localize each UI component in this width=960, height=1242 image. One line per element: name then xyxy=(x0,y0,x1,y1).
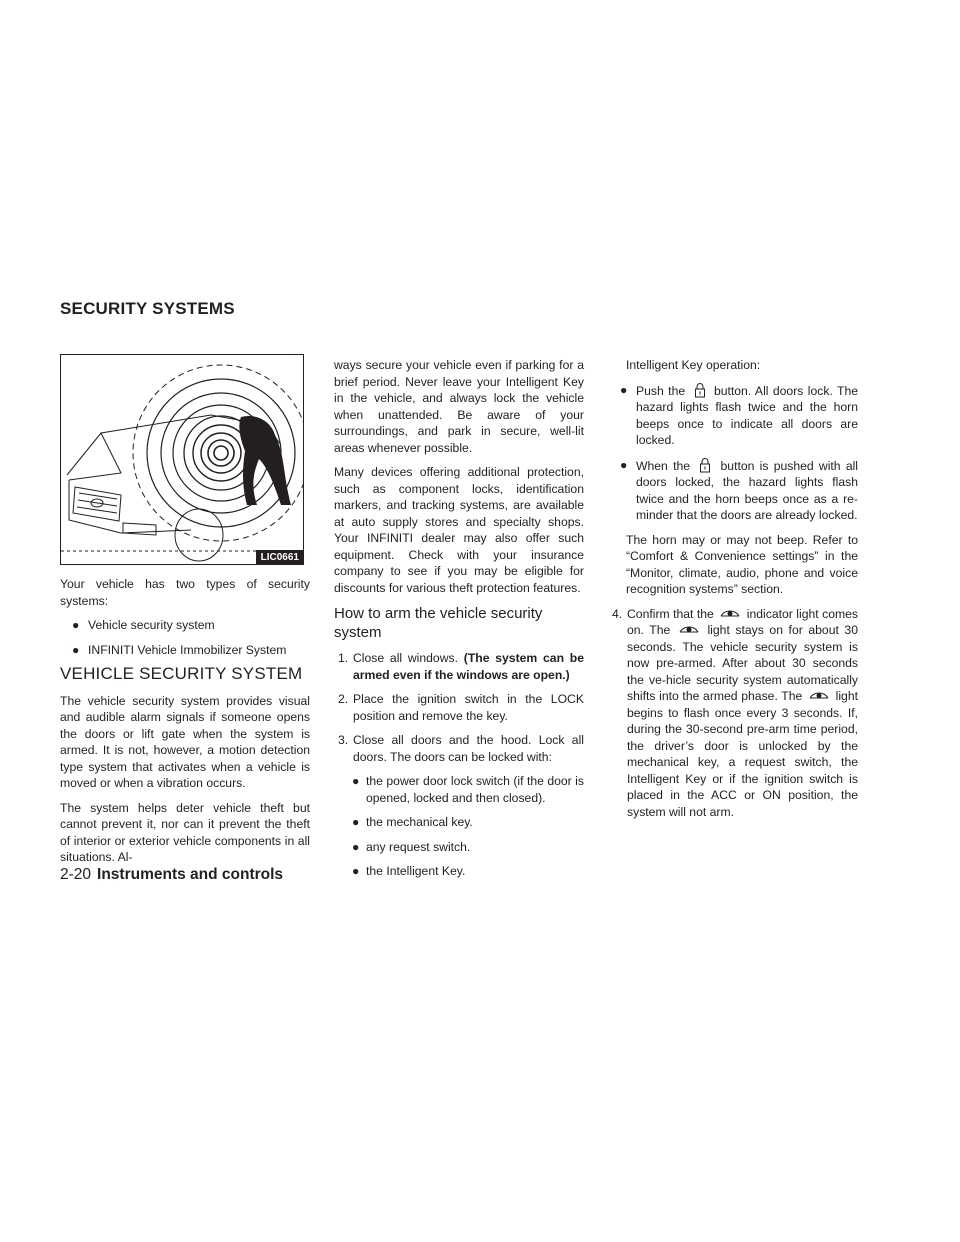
list-item: ● INFINITI Vehicle Immobilizer System xyxy=(72,642,287,657)
paragraph: The horn may or may not beep. Refer to “Comfort & Convenience settings” in the “Monitor, climate, audio, phone and voice recognition systems” section. xyxy=(626,532,858,596)
step-1: 1. Close all windows. (The system can be armed even if the windows are open.) xyxy=(338,651,584,682)
column-1 xyxy=(60,576,310,874)
section-heading: VEHICLE SECURITY SYSTEM xyxy=(60,664,303,683)
list-item: ● any request switch. xyxy=(352,839,471,854)
chapter-title: Instruments and controls xyxy=(97,866,284,883)
bullet-icon: ● xyxy=(352,839,360,854)
intro-text: Your vehicle has two types of security systems: xyxy=(60,577,310,608)
bullet-icon: ● xyxy=(620,457,628,472)
vehicle-security-figure xyxy=(60,354,304,565)
list-item: ● the mechanical key. xyxy=(352,815,473,829)
security-indicator-icon xyxy=(720,607,740,621)
list-item: ● Push the button. All doors lock. The hazard lights flash twice and the horn beeps once to indicate all doors are locked. xyxy=(620,382,859,447)
list-item: ● When the button is pushed with all doors locked, the hazard lights flash twice and the horn beeps once as a re-minder that the doors are already locked. xyxy=(620,457,859,522)
step-2: 2. Place the ignition switch in the LOCK position and remove the key. xyxy=(338,692,584,723)
vehicle-illustration xyxy=(61,355,303,564)
paragraph: ways secure your vehicle even if parking for a brief period. Never leave your Intelligent Key in the vehicle, and always lock the vehicle when unattended. Be aware of your surroundings, and park in secure, well-lit areas whenever possible. xyxy=(334,358,584,455)
page-number: 2-20 xyxy=(60,866,92,883)
paragraph: Intelligent Key operation: xyxy=(626,358,761,372)
list-item: ● the power door lock switch (if the door is opened, locked and then closed). xyxy=(352,774,584,805)
paragraph: The vehicle security system provides visual and audible alarm signals if someone opens the doors or lift gate when the system is armed. It is not, however, a motion detection type system that activates when a vehicle is moved or when a vibration occurs. xyxy=(60,693,310,790)
step-3: 3. Close all doors and the hood. Lock all doors. The doors can be locked with: xyxy=(338,733,584,764)
paragraph: The system helps deter vehicle theft but cannot prevent it, nor can it prevent the theft of interior or exterior vehicle components in all situations. Al- xyxy=(60,800,310,864)
bullet-icon: ● xyxy=(72,618,80,632)
bullet-icon: ● xyxy=(352,815,360,829)
figure-label: LIC0661 xyxy=(256,550,303,564)
paragraph: Many devices offering additional protection, such as component locks, identification markers, and tracking systems, are available at auto supply stores and specialty shops. Your INFINITI dealer may also offer such equipment. Check with your insurance company to see if you may be eligible for discounts for various theft protection features. xyxy=(334,465,584,595)
list-item: ● Vehicle security system xyxy=(72,618,215,632)
security-indicator-icon xyxy=(679,623,699,637)
bullet-icon: ● xyxy=(352,774,360,788)
column-2 xyxy=(334,357,584,888)
security-indicator-icon xyxy=(809,689,829,703)
subsection-heading: How to arm the vehicle security system xyxy=(334,605,543,641)
column-3 xyxy=(608,357,858,828)
bullet-icon: ● xyxy=(352,864,360,878)
list-item: ● the Intelligent Key. xyxy=(352,864,466,878)
bullet-icon: ● xyxy=(72,642,80,657)
lock-icon xyxy=(698,457,712,473)
bullet-icon: ● xyxy=(620,382,628,397)
page-title: SECURITY SYSTEMS xyxy=(60,299,235,318)
page-footer xyxy=(60,866,283,884)
lock-icon xyxy=(693,382,707,398)
step-4: 4. Confirm that the indicator light comes on. The light stays on for about 30 seconds. The vehicle security system is now pre-armed. After about 30 seconds the ve-hicle security system automatically shifts into the armed phase. The light begins to flash once every 3 seconds. If, during the 30-second pre-arm time period, the driver’s door is unlocked by the mechanical key, a request switch, the Intelligent Key or if the ignition switch is placed in the ACC or ON position, the system will not arm. xyxy=(612,606,859,819)
